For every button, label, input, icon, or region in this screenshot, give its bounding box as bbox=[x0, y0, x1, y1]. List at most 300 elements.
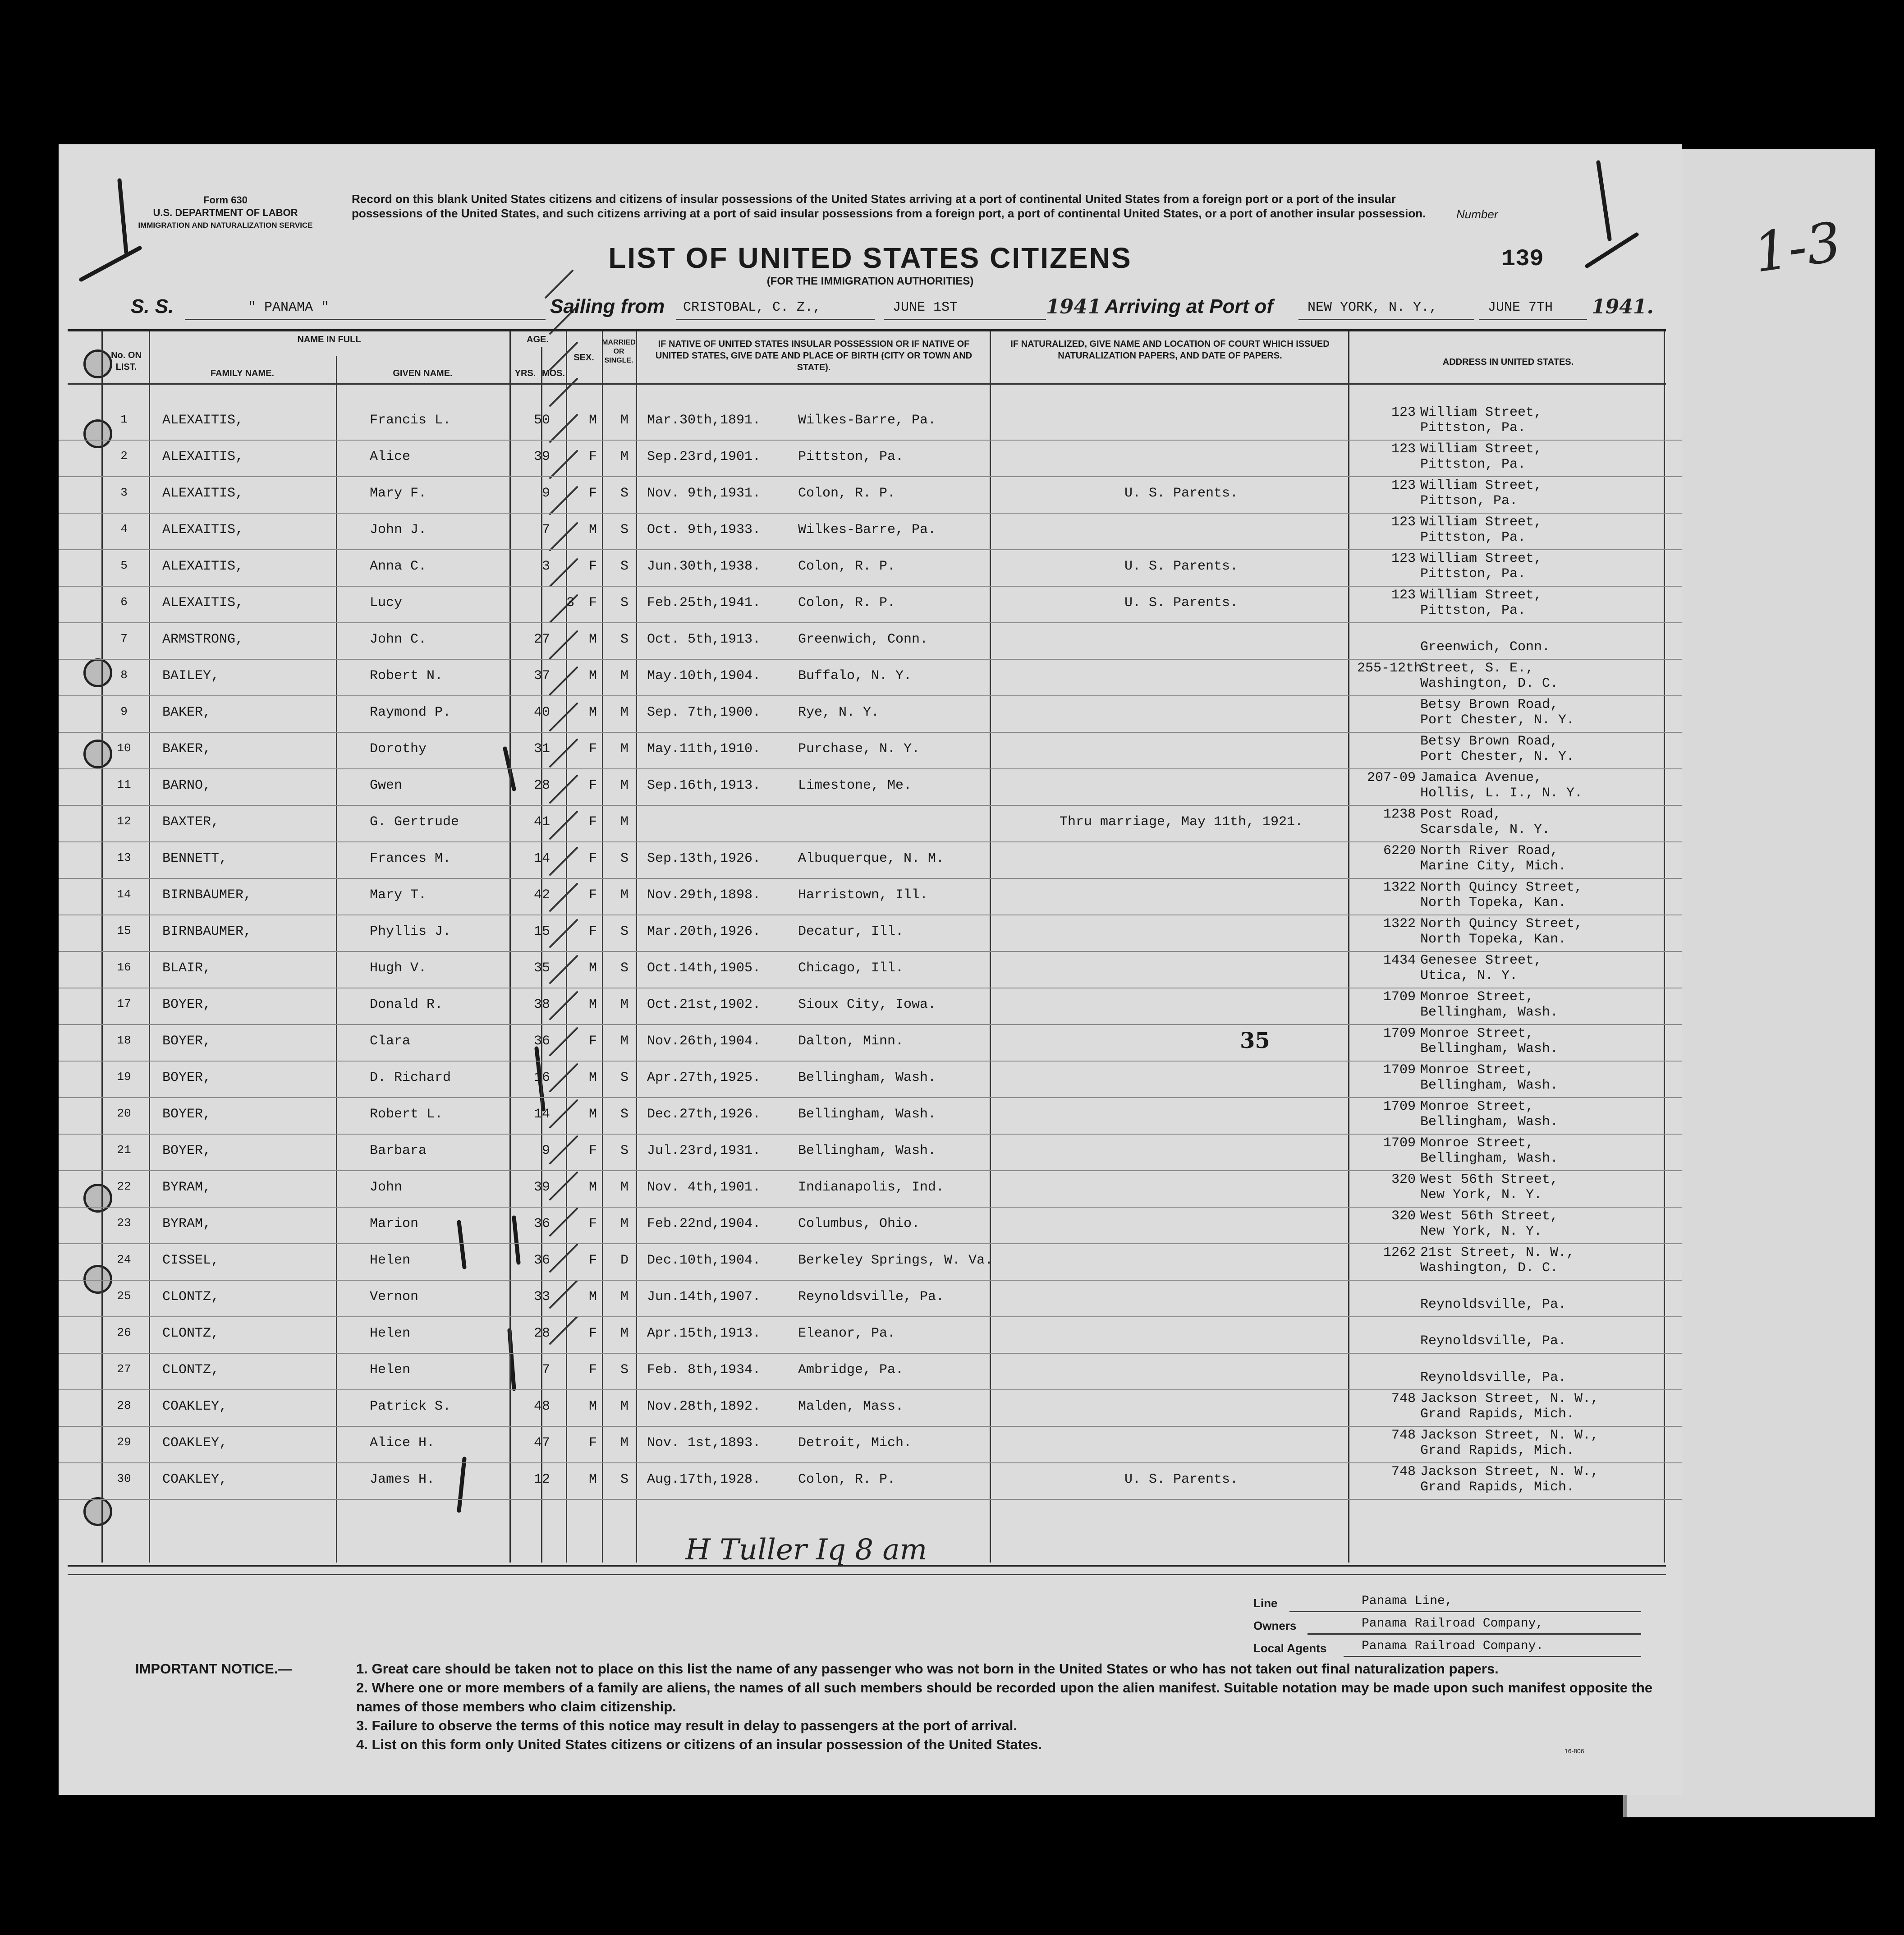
marital-status: S bbox=[620, 632, 629, 647]
row-number: 8 bbox=[120, 668, 128, 682]
table-row bbox=[59, 805, 1682, 842]
family-name: ARMSTRONG, bbox=[162, 632, 244, 647]
address-number: 748 bbox=[1391, 1391, 1416, 1406]
row-number: 14 bbox=[117, 887, 131, 901]
department-name: U.S. DEPARTMENT OF LABOR bbox=[153, 207, 298, 218]
given-name: Patrick S. bbox=[370, 1399, 451, 1414]
birth-date: Nov. 4th,1901. bbox=[647, 1180, 761, 1195]
age-years: 7 bbox=[541, 1362, 550, 1378]
sex: F bbox=[588, 1253, 597, 1268]
marital-status: M bbox=[620, 705, 629, 720]
birth-place: Eleanor, Pa. bbox=[798, 1326, 896, 1341]
age-years: 42 bbox=[533, 887, 550, 903]
address bbox=[1357, 588, 1542, 618]
notice-item-1: 1. Great care should be taken not to place on this list the name of any passenger who was not born in the United States or who has not taken out final naturalization papers. bbox=[356, 1661, 1499, 1677]
address-city: Hollis, L. I., N. Y. bbox=[1420, 786, 1583, 801]
given-name: Alice bbox=[370, 449, 411, 464]
address-street: 21st Street, N. W., bbox=[1420, 1245, 1575, 1260]
row-number: 10 bbox=[117, 741, 131, 755]
address bbox=[1357, 843, 1566, 874]
given-name: Alice H. bbox=[370, 1435, 435, 1451]
given-name: John J. bbox=[370, 522, 427, 538]
given-name: Vernon bbox=[370, 1289, 419, 1305]
birth-place: Ambridge, Pa. bbox=[798, 1362, 904, 1378]
address-number: 1322 bbox=[1383, 880, 1416, 895]
sail-year: 1941 bbox=[1046, 295, 1101, 318]
page-number: 139 bbox=[1501, 246, 1544, 272]
marital-status: S bbox=[620, 559, 629, 574]
table-row bbox=[59, 586, 1682, 623]
sex: F bbox=[588, 1326, 597, 1341]
address-number: 320 bbox=[1391, 1209, 1416, 1224]
family-name: BIRNBAUMER, bbox=[162, 924, 252, 939]
address-city: North Topeka, Kan. bbox=[1420, 895, 1567, 910]
birth-date: Sep.16th,1913. bbox=[647, 778, 761, 793]
row-number: 16 bbox=[117, 961, 131, 974]
sailing-label: Sailing from bbox=[550, 295, 665, 317]
col-naturalized: IF NATURALIZED, GIVE NAME AND LOCATION OF COURT WHICH ISSUED NATURALIZATION PAPERS, AND DATE OF PAPERS. bbox=[1010, 339, 1330, 361]
address-street: North Quincy Street, bbox=[1420, 916, 1583, 932]
birth-date: Dec.10th,1904. bbox=[647, 1253, 761, 1268]
table-row bbox=[59, 1280, 1682, 1317]
birth-place: Wilkes-Barre, Pa. bbox=[798, 522, 936, 538]
address-street: Street, S. E., bbox=[1420, 661, 1534, 676]
marital-status: S bbox=[620, 1070, 629, 1085]
address-city: New York, N. Y. bbox=[1420, 1224, 1542, 1239]
address-number: 748 bbox=[1391, 1428, 1416, 1443]
age-years: 36 bbox=[533, 1216, 550, 1232]
number-label: Number bbox=[1456, 207, 1498, 221]
row-number: 29 bbox=[117, 1435, 131, 1449]
row-number: 3 bbox=[120, 486, 128, 499]
table-row bbox=[59, 477, 1682, 514]
marital-status: S bbox=[620, 1472, 629, 1487]
age-years: 50 bbox=[533, 413, 550, 428]
address-city: Bellingham, Wash. bbox=[1420, 1151, 1559, 1166]
row-number: 25 bbox=[117, 1289, 131, 1303]
row-number: 1 bbox=[120, 413, 128, 426]
address bbox=[1357, 807, 1550, 837]
given-name: Robert N. bbox=[370, 668, 443, 684]
given-name: John bbox=[370, 1180, 403, 1195]
col-months: MOS. bbox=[541, 368, 565, 378]
table-row bbox=[59, 1390, 1682, 1427]
birth-place: Limestone, Me. bbox=[798, 778, 912, 793]
table-row bbox=[59, 988, 1682, 1025]
address-number: 255-12th bbox=[1357, 661, 1422, 676]
address-number: 1709 bbox=[1383, 1062, 1416, 1078]
address bbox=[1357, 989, 1558, 1020]
agents-label: Local Agents bbox=[1253, 1641, 1327, 1655]
address-city: Greenwich, Conn. bbox=[1420, 639, 1551, 655]
address-street: Monroe Street, bbox=[1420, 989, 1534, 1005]
family-name: BOYER, bbox=[162, 997, 211, 1012]
address-number: 1434 bbox=[1383, 953, 1416, 968]
address bbox=[1357, 1428, 1599, 1458]
row-number: 7 bbox=[120, 632, 128, 645]
document-title: LIST OF UNITED STATES CITIZENS bbox=[608, 242, 1132, 274]
table-row bbox=[59, 696, 1682, 733]
address-city: Pittston, Pa. bbox=[1420, 530, 1526, 545]
address-street: Monroe Street, bbox=[1420, 1135, 1534, 1151]
age-years: 33 bbox=[533, 1289, 550, 1305]
address-street: Jamaica Avenue, bbox=[1420, 770, 1542, 786]
birth-place: Indianapolis, Ind. bbox=[798, 1180, 945, 1195]
address-number: 123 bbox=[1391, 478, 1416, 493]
checkmark-stroke bbox=[1598, 162, 1610, 239]
sex: M bbox=[588, 632, 597, 647]
birth-place: Purchase, N. Y. bbox=[798, 741, 920, 757]
table-row bbox=[59, 550, 1682, 587]
marital-status: S bbox=[620, 1362, 629, 1378]
birth-place: Columbus, Ohio. bbox=[798, 1216, 920, 1232]
address-city: Reynoldsville, Pa. bbox=[1420, 1297, 1567, 1312]
table-row bbox=[59, 659, 1682, 696]
row-number: 24 bbox=[117, 1253, 131, 1266]
age-years: 12 bbox=[533, 1472, 550, 1487]
preamble-text: Record on this blank United States citizens and citizens of insular possessions of the United States arriving at a port of continental United States from a foreign port or a port of the insular possessions of the United States, and such citizens arriving at a port of said insular possessions from a foreign port, a port of continental United States, or a port of another insular possession. bbox=[352, 192, 1426, 220]
given-name: Helen bbox=[370, 1253, 411, 1268]
marital-status: M bbox=[620, 1435, 629, 1451]
manifest-page bbox=[59, 144, 1682, 1795]
age-years: 41 bbox=[533, 814, 550, 830]
table-row bbox=[59, 915, 1682, 952]
age-years: 39 bbox=[533, 1180, 550, 1195]
sex: M bbox=[588, 668, 597, 684]
given-name: Donald R. bbox=[370, 997, 443, 1012]
sex: F bbox=[588, 741, 597, 757]
col-no: No. ON LIST. bbox=[111, 350, 142, 372]
marital-status: M bbox=[620, 668, 629, 684]
table-row bbox=[59, 769, 1682, 806]
row-number: 4 bbox=[120, 522, 128, 536]
age-years: 37 bbox=[533, 668, 550, 684]
sex: F bbox=[588, 778, 597, 793]
birth-date: Jun.14th,1907. bbox=[647, 1289, 761, 1305]
address-street: Betsy Brown Road, bbox=[1420, 697, 1559, 712]
birth-date: Sep. 7th,1900. bbox=[647, 705, 761, 720]
birth-place: Colon, R. P. bbox=[798, 559, 896, 574]
notice-item-3: 3. Failure to observe the terms of this notice may result in delay to passengers at the port of arrival. bbox=[356, 1718, 1018, 1733]
sex: M bbox=[588, 1289, 597, 1305]
address bbox=[1357, 1099, 1558, 1130]
table-row bbox=[59, 1353, 1682, 1390]
given-name: Mary F. bbox=[370, 486, 427, 501]
center-mark: 35 bbox=[1240, 1028, 1270, 1053]
address-city: Grand Rapids, Mich. bbox=[1420, 1406, 1575, 1422]
line-label: Line bbox=[1253, 1596, 1278, 1610]
birth-place: Colon, R. P. bbox=[798, 1472, 896, 1487]
row-number: 13 bbox=[117, 851, 131, 864]
sex: M bbox=[588, 1070, 597, 1085]
given-name: Raymond P. bbox=[370, 705, 451, 720]
given-name: Helen bbox=[370, 1326, 411, 1341]
birth-date: Dec.27th,1926. bbox=[647, 1107, 761, 1122]
marital-status: M bbox=[620, 778, 629, 793]
naturalization: U. S. Parents. bbox=[1124, 1472, 1239, 1487]
table-row bbox=[59, 1098, 1682, 1135]
marital-status: M bbox=[620, 1180, 629, 1195]
agents-value: Panama Railroad Company. bbox=[1362, 1639, 1544, 1653]
address-city: Bellingham, Wash. bbox=[1420, 1078, 1559, 1093]
address-number: 123 bbox=[1391, 551, 1416, 566]
sex: M bbox=[588, 1472, 597, 1487]
address-street: Post Road, bbox=[1420, 807, 1502, 822]
address-number: 1238 bbox=[1383, 807, 1416, 822]
address-street: William Street, bbox=[1420, 478, 1542, 493]
address-city: Grand Rapids, Mich. bbox=[1420, 1443, 1575, 1458]
marital-status: M bbox=[620, 997, 629, 1012]
address-number: 123 bbox=[1391, 405, 1416, 420]
row-number: 15 bbox=[117, 924, 131, 938]
address bbox=[1357, 405, 1542, 436]
birth-place: Detroit, Mich. bbox=[798, 1435, 912, 1451]
row-number: 30 bbox=[117, 1472, 131, 1485]
address-number: 1709 bbox=[1383, 1135, 1416, 1151]
birth-date: Nov.28th,1892. bbox=[647, 1399, 761, 1414]
table-row bbox=[59, 1426, 1682, 1463]
family-name: BAKER, bbox=[162, 741, 211, 757]
given-name: Dorothy bbox=[370, 741, 427, 757]
address-number: 1322 bbox=[1383, 916, 1416, 932]
sex: F bbox=[588, 595, 597, 611]
marital-status: S bbox=[620, 1107, 629, 1122]
table-row bbox=[59, 1061, 1682, 1098]
col-address: ADDRESS IN UNITED STATES. bbox=[1442, 357, 1574, 367]
given-name: Marion bbox=[370, 1216, 419, 1232]
age-years: 36 bbox=[533, 1034, 550, 1049]
address-street: Jackson Street, N. W., bbox=[1420, 1428, 1599, 1443]
family-name: ALEXAITIS, bbox=[162, 486, 244, 501]
age-years: 48 bbox=[533, 1399, 550, 1414]
address-city: Marine City, Mich. bbox=[1420, 859, 1567, 874]
birth-date: Aug.17th,1928. bbox=[647, 1472, 761, 1487]
marital-status: S bbox=[620, 961, 629, 976]
carrier-block bbox=[1253, 1592, 1650, 1659]
notice-item-2: 2. Where one or more members of a family are aliens, the names of all such members should be recorded upon the alien manifest. Suitable notation may be made upon such manifest opposite the names of those members who claim citizenship. bbox=[356, 1680, 1653, 1714]
address bbox=[1357, 1172, 1558, 1203]
sex: M bbox=[588, 705, 597, 720]
arrival-date: JUNE 7TH bbox=[1488, 300, 1553, 315]
address-city: Washington, D. C. bbox=[1420, 676, 1559, 691]
address-street: William Street, bbox=[1420, 441, 1542, 457]
given-name: G. Gertrude bbox=[370, 814, 459, 830]
address-city: Bellingham, Wash. bbox=[1420, 1005, 1559, 1020]
notice-item-4: 4. List on this form only United States citizens or citizens of an insular possession of the United States. bbox=[356, 1737, 1042, 1752]
age-years: 36 bbox=[533, 1253, 550, 1268]
given-name: John C. bbox=[370, 632, 427, 647]
marital-status: M bbox=[620, 887, 629, 903]
age-years: 9 bbox=[541, 1143, 550, 1158]
table-row bbox=[59, 1207, 1682, 1244]
address bbox=[1357, 1062, 1558, 1093]
marital-status: S bbox=[620, 595, 629, 611]
side-annotation: 1-3 bbox=[1750, 211, 1845, 285]
birth-date: Oct.21st,1902. bbox=[647, 997, 761, 1012]
birth-place: Decatur, Ill. bbox=[798, 924, 904, 939]
age-years: 28 bbox=[533, 1326, 550, 1341]
from-port: CRISTOBAL, C. Z., bbox=[683, 300, 821, 315]
family-name: BENNETT, bbox=[162, 851, 228, 866]
marital-status: M bbox=[620, 449, 629, 464]
sex: F bbox=[588, 1435, 597, 1451]
address-street: William Street, bbox=[1420, 515, 1542, 530]
sex: F bbox=[588, 449, 597, 464]
age-years: 31 bbox=[533, 741, 550, 757]
address bbox=[1357, 734, 1574, 764]
birth-date: Feb.25th,1941. bbox=[647, 595, 761, 611]
birth-date: Sep.13th,1926. bbox=[647, 851, 761, 866]
address-city: Pittston, Pa. bbox=[1420, 603, 1526, 618]
address-city: North Topeka, Kan. bbox=[1420, 932, 1567, 947]
marital-status: S bbox=[620, 924, 629, 939]
family-name: CLONTZ, bbox=[162, 1326, 220, 1341]
row-number: 26 bbox=[117, 1326, 131, 1339]
family-name: BYRAM, bbox=[162, 1180, 211, 1195]
address-street: William Street, bbox=[1420, 405, 1542, 420]
address-street: Genesee Street, bbox=[1420, 953, 1542, 968]
address bbox=[1357, 1355, 1566, 1385]
birth-place: Reynoldsville, Pa. bbox=[798, 1289, 945, 1305]
birth-place: Pittston, Pa. bbox=[798, 449, 904, 464]
given-name: Phyllis J. bbox=[370, 924, 451, 939]
address bbox=[1357, 953, 1542, 984]
given-name: Lucy bbox=[370, 595, 403, 611]
sex: F bbox=[588, 814, 597, 830]
col-given-name: GIVEN NAME. bbox=[393, 368, 453, 378]
address-number: 748 bbox=[1391, 1464, 1416, 1480]
given-name: Hugh V. bbox=[370, 961, 427, 976]
col-birth: IF NATIVE OF UNITED STATES INSULAR POSSESSION OR IF NATIVE OF UNITED STATES, GIVE DATE AND PLACE OF BIRTH (CITY OR TOWN AND STATE). bbox=[655, 339, 973, 372]
address-number: 123 bbox=[1391, 515, 1416, 530]
table-row bbox=[59, 951, 1682, 988]
family-name: BOYER, bbox=[162, 1070, 211, 1085]
birth-date: Jun.30th,1938. bbox=[647, 559, 761, 574]
table-row bbox=[59, 623, 1682, 660]
address-street: William Street, bbox=[1420, 588, 1542, 603]
sex: F bbox=[588, 1362, 597, 1378]
address-city: Bellingham, Wash. bbox=[1420, 1041, 1559, 1057]
row-number: 2 bbox=[120, 449, 128, 463]
birth-place: Albuquerque, N. M. bbox=[798, 851, 945, 866]
birth-place: Greenwich, Conn. bbox=[798, 632, 928, 647]
age-months: 3 bbox=[566, 595, 574, 611]
family-name: BARNO, bbox=[162, 778, 211, 793]
row-number: 22 bbox=[117, 1180, 131, 1193]
birth-place: Malden, Mass. bbox=[798, 1399, 904, 1414]
age-years: 28 bbox=[533, 778, 550, 793]
age-years: 35 bbox=[533, 961, 550, 976]
sex: M bbox=[588, 961, 597, 976]
ship-name: " PANAMA " bbox=[248, 300, 330, 315]
table-row bbox=[59, 1463, 1682, 1500]
address-city: Port Chester, N. Y. bbox=[1420, 712, 1575, 728]
sex: F bbox=[588, 887, 597, 903]
address bbox=[1357, 515, 1542, 545]
birth-place: Dalton, Minn. bbox=[798, 1034, 904, 1049]
sex: M bbox=[588, 1399, 597, 1414]
address-street: William Street, bbox=[1420, 551, 1542, 566]
line-value: Panama Line, bbox=[1362, 1594, 1453, 1608]
sex: F bbox=[588, 486, 597, 501]
address-number: 1709 bbox=[1383, 1026, 1416, 1041]
birth-place: Bellingham, Wash. bbox=[798, 1107, 936, 1122]
birth-place: Rye, N. Y. bbox=[798, 705, 880, 720]
row-number: 11 bbox=[117, 778, 131, 791]
row-number: 12 bbox=[117, 814, 131, 828]
notice-heading: IMPORTANT NOTICE.— bbox=[135, 1661, 292, 1677]
address-city: Port Chester, N. Y. bbox=[1420, 749, 1575, 764]
naturalization: U. S. Parents. bbox=[1124, 595, 1239, 611]
address-city: Pittson, Pa. bbox=[1420, 493, 1518, 509]
address bbox=[1357, 1282, 1566, 1312]
document-subtitle: (FOR THE IMMIGRATION AUTHORITIES) bbox=[766, 275, 974, 287]
printer-code: 16-806 bbox=[1564, 1747, 1584, 1755]
birth-date: Nov. 1st,1893. bbox=[647, 1435, 761, 1451]
col-years: YRS. bbox=[514, 368, 536, 378]
row-number: 28 bbox=[117, 1399, 131, 1412]
marital-status: M bbox=[620, 413, 629, 428]
sex: F bbox=[588, 1143, 597, 1158]
marital-status: M bbox=[620, 741, 629, 757]
table-row bbox=[59, 404, 1682, 441]
given-name: James H. bbox=[370, 1472, 435, 1487]
given-name: Robert L. bbox=[370, 1107, 443, 1122]
birth-place: Chicago, Ill. bbox=[798, 961, 904, 976]
given-name: Mary T. bbox=[370, 887, 427, 903]
address bbox=[1357, 478, 1542, 509]
address bbox=[1357, 1245, 1574, 1276]
address-city: Bellingham, Wash. bbox=[1420, 1114, 1559, 1130]
address bbox=[1357, 624, 1550, 655]
col-sex: SEX. bbox=[573, 353, 594, 363]
birth-date: Mar.20th,1926. bbox=[647, 924, 761, 939]
address-street: Monroe Street, bbox=[1420, 1099, 1534, 1114]
address bbox=[1357, 1135, 1558, 1166]
table-row bbox=[59, 878, 1682, 915]
family-name: CISSEL, bbox=[162, 1253, 220, 1268]
service-name: IMMIGRATION AND NATURALIZATION SERVICE bbox=[138, 221, 313, 230]
birth-date: Sep.23rd,1901. bbox=[647, 449, 761, 464]
table-row bbox=[59, 1025, 1682, 1062]
family-name: BIRNBAUMER, bbox=[162, 887, 252, 903]
given-name: D. Richard bbox=[370, 1070, 451, 1085]
arrival-year: 1941. bbox=[1592, 295, 1654, 318]
address-street: Betsy Brown Road, bbox=[1420, 734, 1559, 749]
age-years: 27 bbox=[533, 632, 550, 647]
family-name: BAKER, bbox=[162, 705, 211, 720]
address bbox=[1357, 1026, 1558, 1057]
row-number: 27 bbox=[117, 1362, 131, 1376]
birth-place: Buffalo, N. Y. bbox=[798, 668, 912, 684]
family-name: ALEXAITIS, bbox=[162, 449, 244, 464]
address-street: Jackson Street, N. W., bbox=[1420, 1391, 1599, 1406]
address-number: 1262 bbox=[1383, 1245, 1416, 1260]
family-name: BOYER, bbox=[162, 1143, 211, 1158]
birth-date: Jul.23rd,1931. bbox=[647, 1143, 761, 1158]
address bbox=[1357, 1318, 1566, 1349]
marital-status: S bbox=[620, 522, 629, 538]
row-number: 21 bbox=[117, 1143, 131, 1157]
birth-date: Oct. 9th,1933. bbox=[647, 522, 761, 538]
birth-date: Apr.15th,1913. bbox=[647, 1326, 761, 1341]
address bbox=[1357, 661, 1558, 691]
col-family-name: FAMILY NAME. bbox=[210, 368, 275, 378]
address-city: Scarsdale, N. Y. bbox=[1420, 822, 1551, 837]
form-number: Form 630 bbox=[203, 194, 248, 206]
birth-place: Colon, R. P. bbox=[798, 595, 896, 611]
family-name: COAKLEY, bbox=[162, 1399, 228, 1414]
